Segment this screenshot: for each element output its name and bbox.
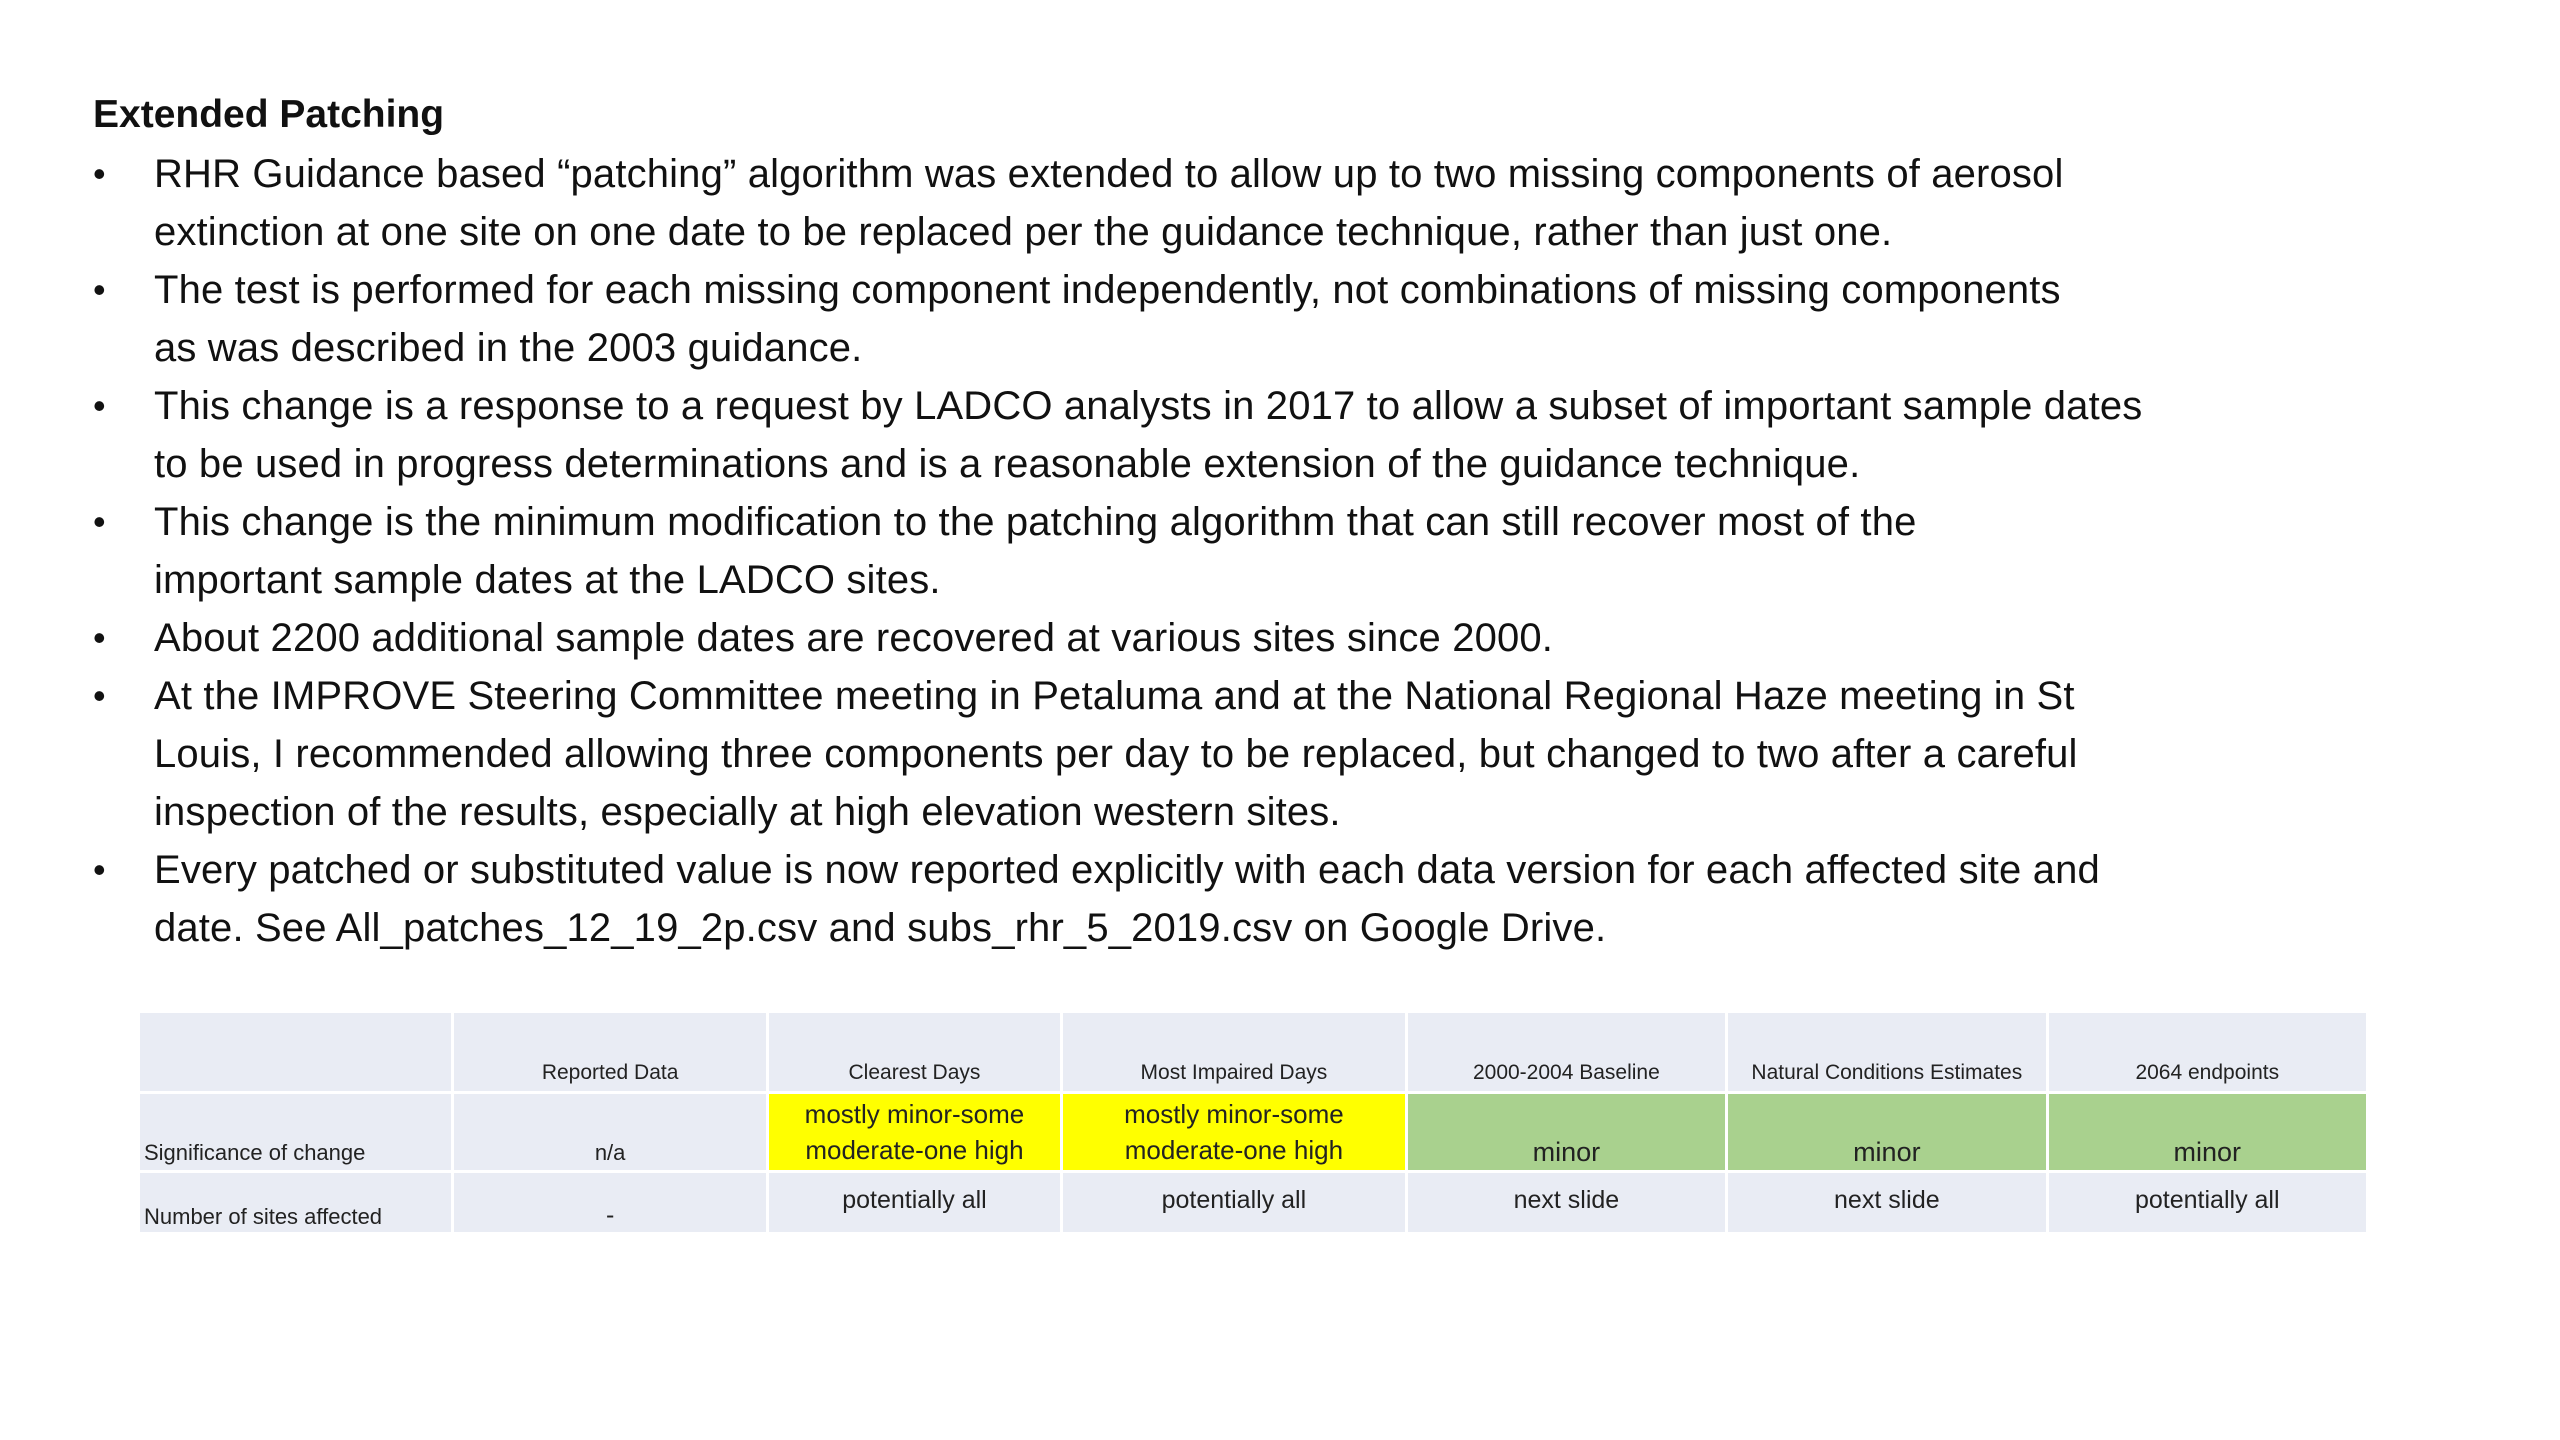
table-cell: next slide [1408, 1173, 1725, 1232]
bullet-line: RHR Guidance based “patching” algorithm was extended to allow up to two missing components of aerosol [154, 152, 2064, 196]
cell-line: mostly minor-some [1124, 1099, 1344, 1129]
bullet-dot-icon: • [93, 385, 106, 426]
bullet-item [93, 145, 2453, 261]
table-cell: next slide [1728, 1173, 2045, 1232]
table-header-cell: Most Impaired Days [1063, 1013, 1405, 1091]
table-row [140, 1173, 2366, 1232]
bullet-list [93, 145, 2453, 957]
bullet-item [93, 667, 2453, 841]
bullet-dot-icon: • [93, 153, 106, 194]
table-cell: n/a [454, 1094, 765, 1170]
bullet-dot-icon: • [93, 501, 106, 542]
table-header-row [140, 1013, 2366, 1091]
bullet-line: Every patched or substituted value is now reported explicitly with each data version for each affected site and [154, 848, 2100, 892]
bullet-line: extinction at one site on one date to be replaced per the guidance technique, rather than just one. [154, 210, 1893, 254]
table-header-cell: 2000-2004 Baseline [1408, 1013, 1725, 1091]
slide-title: Extended Patching [93, 93, 445, 136]
cell-line: moderate-one high [805, 1135, 1024, 1165]
bullet-item [93, 261, 2453, 377]
bullet-line: Louis, I recommended allowing three components per day to be replaced, but changed to two after a careful [154, 732, 2078, 776]
bullet-line: to be used in progress determinations and is a reasonable extension of the guidance technique. [154, 442, 1861, 486]
table-cell-highlight: minor [2049, 1094, 2366, 1170]
table-cell: potentially all [2049, 1173, 2366, 1232]
bullet-line: inspection of the results, especially at high elevation western sites. [154, 790, 1341, 834]
table-row-label: Number of sites affected [140, 1173, 451, 1232]
table-row-label: Significance of change [140, 1094, 451, 1170]
bullet-line: as was described in the 2003 guidance. [154, 326, 863, 370]
summary-table [137, 1010, 2369, 1235]
bullet-dot-icon: • [93, 675, 106, 716]
bullet-line: important sample dates at the LADCO sites. [154, 558, 941, 602]
bullet-item [93, 841, 2453, 957]
table-row [140, 1094, 2366, 1170]
cell-line: moderate-one high [1124, 1135, 1344, 1165]
table-cell: potentially all [769, 1173, 1060, 1232]
table-cell-highlight: minor [1408, 1094, 1725, 1170]
table-cell: potentially all [1063, 1173, 1405, 1232]
bullet-dot-icon: • [93, 849, 106, 890]
table-header-cell: Reported Data [454, 1013, 765, 1091]
bullet-line: The test is performed for each missing component independently, not combinations of missing components [154, 268, 2061, 312]
bullet-line: About 2200 additional sample dates are recovered at various sites since 2000. [154, 616, 1554, 660]
bullet-line: This change is the minimum modification to the patching algorithm that can still recover most of the [154, 500, 1917, 544]
bullet-line: date. See All_patches_12_19_2p.csv and subs_rhr_5_2019.csv on Google Drive. [154, 906, 1607, 950]
table-header-cell: 2064 endpoints [2049, 1013, 2366, 1091]
bullet-dot-icon: • [93, 617, 106, 658]
bullet-line: This change is a response to a request by LADCO analysts in 2017 to allow a subset of important sample dates [154, 384, 2143, 428]
bullet-line: At the IMPROVE Steering Committee meeting in Petaluma and at the National Regional Haze meeting in St [154, 674, 2075, 718]
table-cell: - [454, 1173, 765, 1232]
table-header-cell [140, 1013, 451, 1091]
table-cell-highlight [769, 1094, 1060, 1170]
table-header-cell: Clearest Days [769, 1013, 1060, 1091]
cell-line: mostly minor-some [804, 1099, 1025, 1129]
table-cell-highlight: minor [1728, 1094, 2045, 1170]
bullet-item [93, 377, 2453, 493]
bullet-item [93, 609, 2453, 667]
table-cell-highlight [1063, 1094, 1405, 1170]
table-header-cell: Natural Conditions Estimates [1728, 1013, 2045, 1091]
bullet-item [93, 493, 2453, 609]
bullet-dot-icon: • [93, 269, 106, 310]
